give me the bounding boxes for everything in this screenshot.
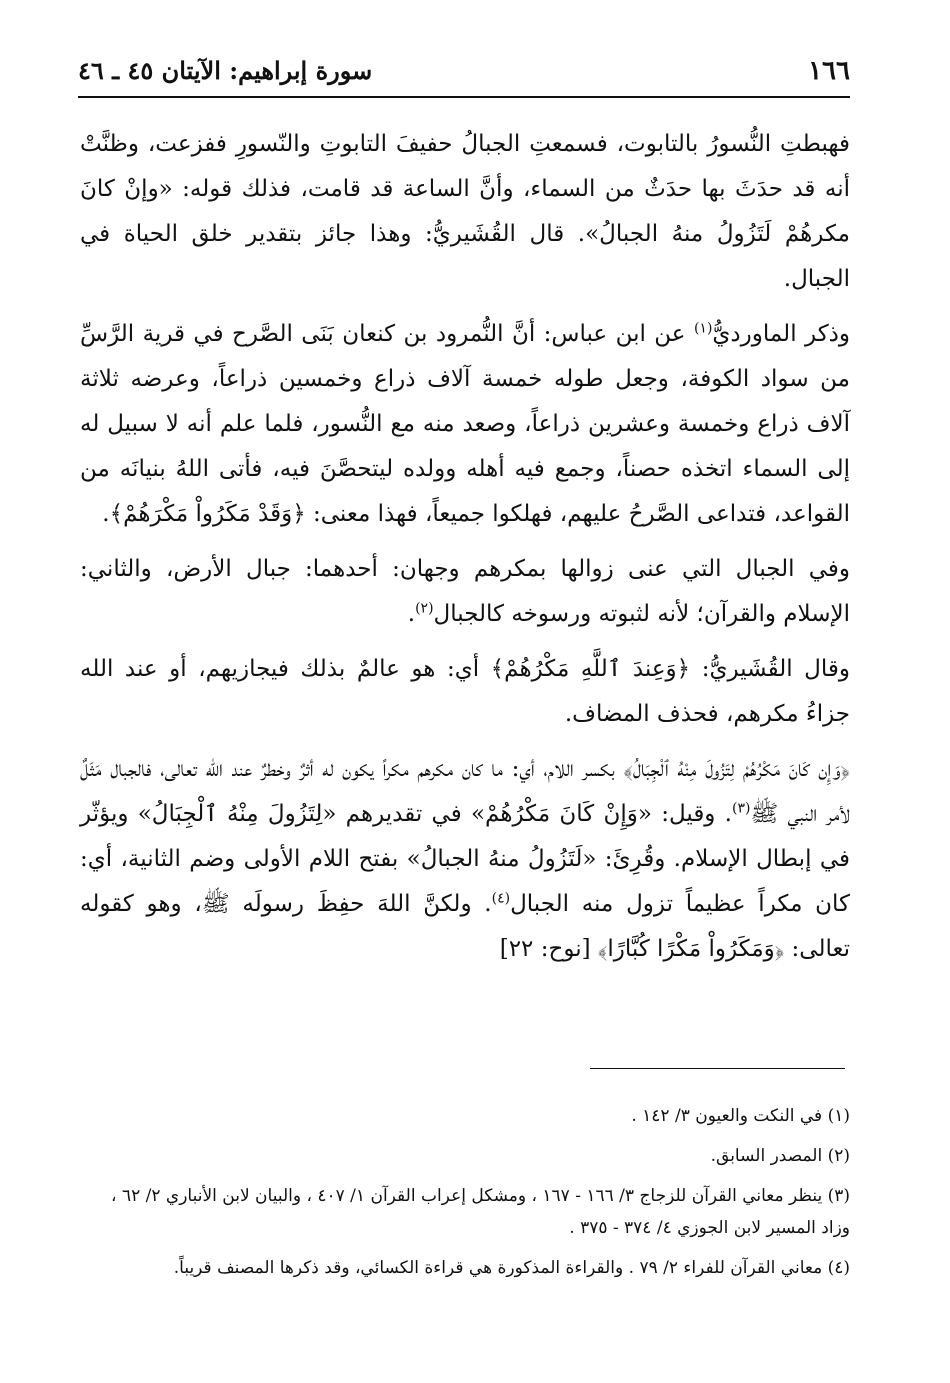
paragraph-text: فهبطتِ النُّسورُ بالتابوت، فسمعتِ الجبالُ حفيفَ التابوتِ والنّسورِ ففزعت، وظنَّتْ أنه قد حدَثَ بها حدَثٌ من السماء، وأنَّ الساعة قد قامت، فذلك قوله: «وإنْ كانَ مكرهُمْ لَتَزُولُ منهُ الجبالُ». قال القُشَيريُّ: وهذا جائز بتقدير خلق الحياة في الجبال. [80, 131, 850, 292]
footnote-4: (٤) معاني القرآن للفراء ٢/ ٧٩ . والقراءة المذكورة هي قراءة الكسائي، وقد ذكرها المصنف قريباً. [173, 1258, 850, 1278]
paragraph-4 [80, 647, 850, 737]
footnotes [80, 1100, 850, 1292]
running-title: سورة إبراهيم: الآيتان ٤٥ ـ ٤٦ [78, 56, 373, 85]
paragraph-text-continued: . وقيل: «وَإِنْ كَانَ مَكْرُهُمْ» في تقديرهم «لِتَزُولَ مِنْهُ ٱلْجِبَالُ» ويؤثّر في إبطال الإسلام. وقُرِئَ: «لَتَزُولُ منهُ الجبالُ» بفتح اللام الأولى وضم الثانية، أي: كان مكراً عظيماً تزول منه الجبال [80, 801, 850, 917]
paragraph-text: ﴿وَإِن كَانَ مَكْرُهُمْ لِتَزُولَ مِنْهُ ٱلْجِبَالُ﴾ بكسر اللام، أي: ما كان مكرهم مكراً يكون له أثرٌ وخطرٌ عند الله تعالى، فالجبال مَثَلٌ لأمر النبي ﷺ [80, 756, 851, 827]
paragraph-text: وقال القُشَيريُّ: ﴿وَعِندَ ٱللَّهِ مَكْرُهُمْ﴾ أي: هو عالمٌ بذلك فيجازيهم، أو عند الله جزاءُ مكرهم، فحذف المضاف. [80, 656, 850, 727]
footnote-3: (٣) ينظر معاني القرآن للزجاج ٣/ ١٦٦ - ١٦٧ ، ومشكل إعراب القرآن ١/ ٤٠٧ ، والبيان لابن الأنباري ٢/ ٦٢ ، وزاد المسير لابن الجوزي ٤/ ٣٧٤ - ٣٧٥ . [111, 1186, 850, 1238]
footnote-marker-4: (٤) [491, 890, 511, 907]
paragraph-3 [80, 547, 850, 637]
main-text [80, 122, 850, 982]
paragraph-text-continued-2: . ولكنَّ اللهَ حفِظَ رسولَه ﷺ، وهو كقوله تعالى: ﴿وَمَكَرُواْ مَكْرًا كُبَّارًا﴾ [نوح: ٢٢] [80, 891, 850, 962]
footnote-marker-2: (٢) [415, 600, 434, 617]
footnote-divider [590, 1068, 845, 1069]
footnote-1: (١) في النكت والعيون ٣/ ١٤٢ . [631, 1106, 850, 1126]
paragraph-5 [80, 747, 850, 972]
footnote-marker-3: (٣) [731, 800, 751, 817]
footnote-2: (٢) المصدر السابق. [710, 1146, 850, 1166]
paragraph-text: وذكر الماورديُّ [712, 321, 850, 347]
paragraph-text-continued: عن ابن عباس: أنَّ النُّمرود بن كنعان بَنَى الصَّرح في قرية الرَّسِّ من سواد الكوفة، وجعل طوله خمسة آلاف ذراع وخمسين ذراعاً، وعرضه ثلاثة آلاف ذراع وخمسة وعشرين ذراعاً، وصعد منه مع النُّسور، فلما علم أنه لا سبيل له إلى السماء اتخذه حصناً، وجمع فيه أهله وولده ليتحصَّنَ فيه، فأتى اللهُ بنيانَه من القواعد، فتداعى الصَّرحُ عليهم، فهلكوا جميعاً، فهذا معنى: ﴿وَقَدْ مَكَرُواْ مَكْرَهُمْ﴾. [80, 321, 850, 527]
paragraph-1 [80, 122, 850, 302]
paragraph-text: وفي الجبال التي عنى زوالها بمكرهم وجهان: أحدهما: جبال الأرض، والثاني: الإسلام والقرآن؛ لأنه لثبوته ورسوخه كالجبال [80, 556, 850, 627]
page-number: ١٦٦ [808, 56, 850, 86]
paragraph-text-continued: . [407, 601, 416, 627]
page-header [78, 52, 850, 98]
paragraph-2 [80, 312, 850, 537]
footnote-marker-1: (١) [693, 320, 713, 337]
